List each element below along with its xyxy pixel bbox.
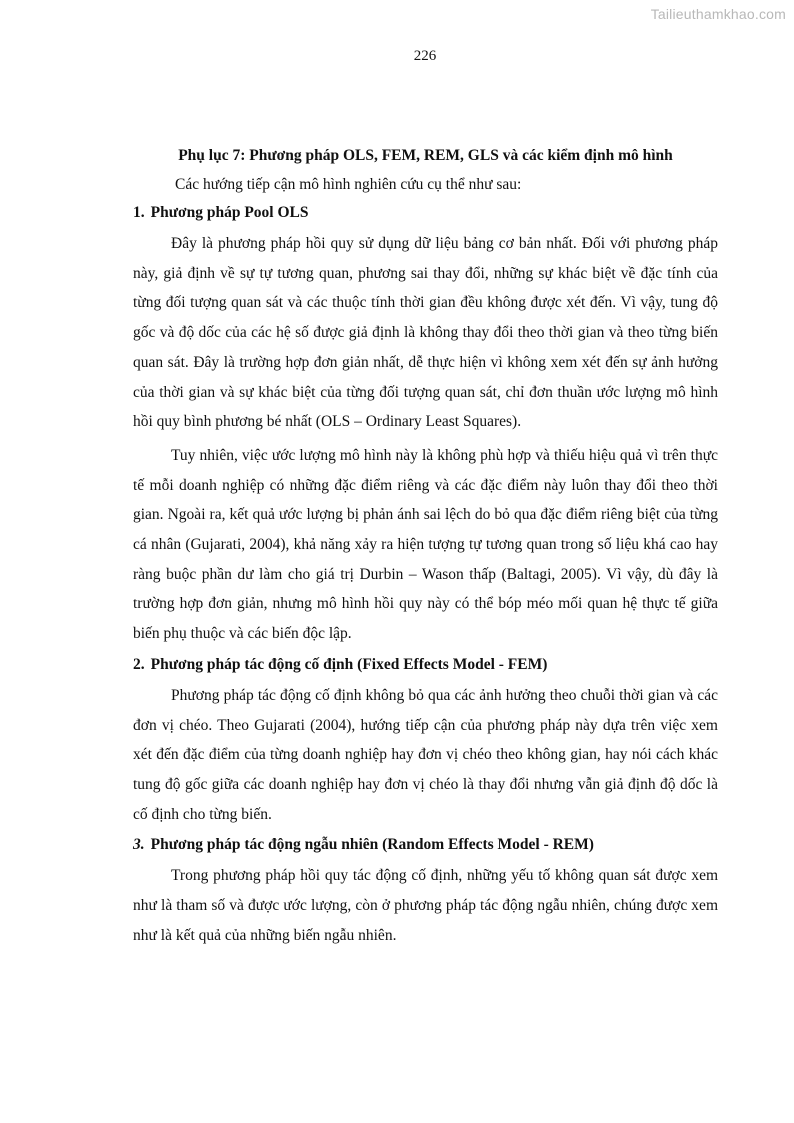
section-1-paragraph-2: Tuy nhiên, việc ước lượng mô hình này là không phù hợp và thiếu hiệu quả vì trên thực tế mỗi doanh nghiệp có những đặc điểm riêng và các đặc điểm này luôn thay đổi theo thời gian. Ngoài ra, kết quả ước lượng bị phản ánh sai lệch do bỏ qua đặc điểm riêng biệt của từng cá nhân (Gujarati, 2004), khả năng xảy ra hiện tượng tự tương quan trong số liệu khá cao hay ràng buộc phần dư làm cho giá trị Durbin – Wason thấp (Baltagi, 2005). Vì vậy, dù đây là trường hợp đơn giản, nhưng mô hình hồi quy này có thể bóp méo mối quan hệ thực tế giữa biến phụ thuộc và các biến độc lập. [133,446,718,643]
section-2-paragraph-1: Phương pháp tác động cố định không bỏ qua các ảnh hưởng theo chuỗi thời gian và các đơn vị chéo. Theo Gujarati (2004), hướng tiếp cận của phương pháp này dựa trên việc xem xét đến đặc điểm của từng doanh nghiệp hay đơn vị chéo theo không gian, hay nói cách khác tung độ gốc giữa các doanh nghiệp hay đơn vị chéo là thay đổi nhưng vẫn giả định độ dốc là cố định cho từng biến. [133,686,718,823]
section-1-paragraph-1: Đây là phương pháp hồi quy sử dụng dữ liệu bảng cơ bản nhất. Đối với phương pháp này, giả định về sự tự tương quan, phương sai thay đổi, những sự khác biệt về đặc tính của từng đối tượng quan sát và các thuộc tính thời gian đều không được xét đến. Vì vậy, tung độ gốc và độ dốc của các hệ số được giả định là không thay đổi theo thời gian và theo từng biến quan sát. Đây là trường hợp đơn giản nhất, dễ thực hiện vì không xem xét đến sự ảnh hưởng của thời gian và sự khác biệt của từng đối tượng quan sát, chỉ đơn thuần ước lượng mô hình hồi quy bình phương bé nhất (OLS – Ordinary Least Squares). [133,235,718,431]
page-number: 226 [413,48,437,64]
document-body [133,145,718,954]
section-3-paragraph-1: Trong phương pháp hồi quy tác động cố định, những yếu tố không quan sát được xem như là tham số và được ước lượng, còn ở phương pháp tác động ngẫu nhiên, chúng được xem như là kết quả của những biến ngẫu nhiên. [133,867,718,944]
section-1-title: Phương pháp Pool OLS [150,204,309,221]
section-2-heading [133,653,718,676]
section-2-number: 2. [133,655,145,673]
section-2-title: Phương pháp tác động cố định (Fixed Effects Model - FEM) [150,655,548,673]
section-1-number: 1. [133,204,145,221]
watermark: Tailieuthamkhao.com [650,6,786,22]
section-3-title: Phương pháp tác động ngẫu nhiên (Random Effects Model - REM) [150,836,594,854]
intro-text: Các hướng tiếp cận mô hình nghiên cứu cụ thể như sau: [175,176,522,193]
appendix-title: Phụ lục 7: Phương pháp OLS, FEM, REM, GLS và các kiểm định mô hình [178,147,673,164]
section-3-heading [133,833,718,856]
section-3-number: 3. [133,836,145,854]
section-1-heading [133,201,718,224]
